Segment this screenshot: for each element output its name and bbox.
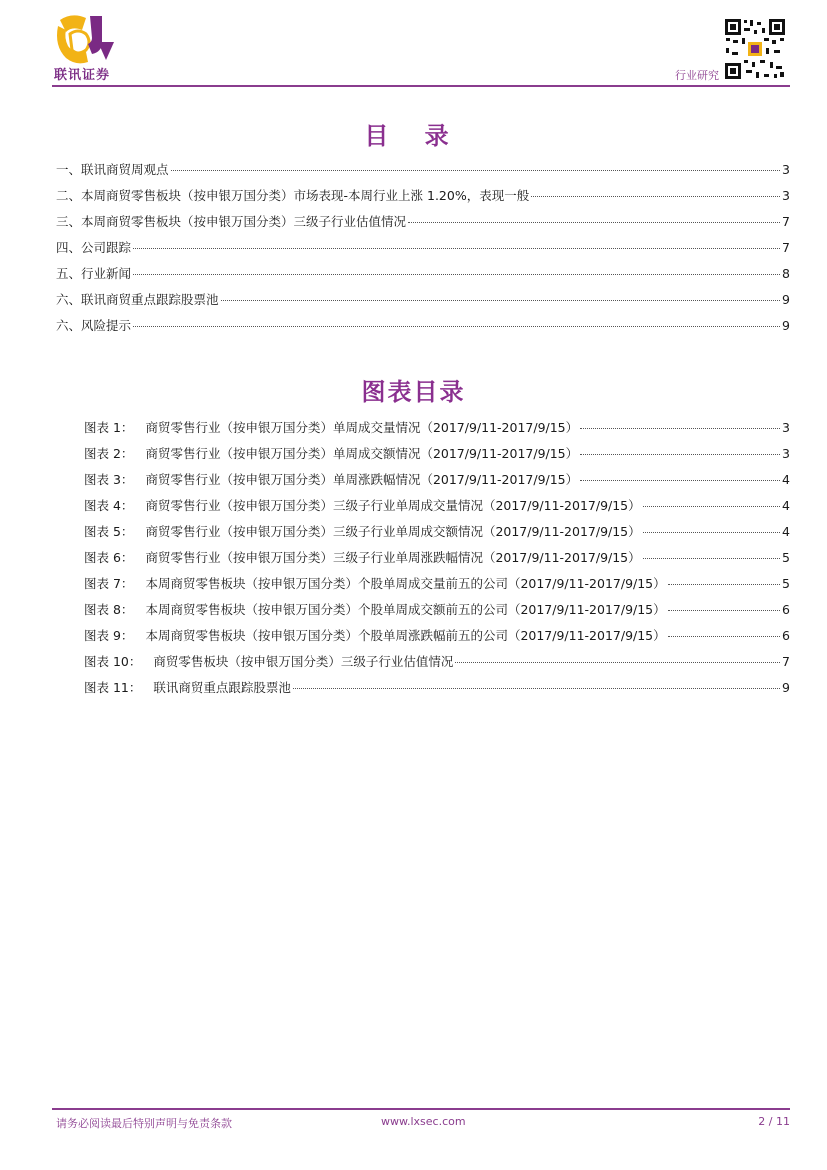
toc-entry-label: 六、风险提示 [56,318,132,333]
figure-entry[interactable] [84,548,790,574]
figure-label: 商贸零售行业（按申银万国分类）单周涨跌幅情况（2017/9/11-2017/9/15） [145,472,579,487]
figure-label: 本周商贸零售板块（按申银万国分类）个股单周成交量前五的公司（2017/9/11-2017/9/15） [145,576,666,591]
toc-title: 目 录 [364,122,463,150]
figure-label: 联讯商贸重点跟踪股票池 [153,680,291,695]
leader-dots [580,454,780,455]
toc-entry-page: 3 [782,162,790,177]
toc-entry[interactable] [56,290,790,316]
figure-prefix: 图表 5： [84,524,134,539]
figure-prefix: 图表 9： [84,628,134,643]
leader-dots [668,584,780,585]
header-divider [52,85,790,87]
figure-page: 3 [782,420,790,435]
qr-code-icon [724,18,786,80]
figure-entry[interactable] [84,600,790,626]
figure-entry[interactable] [84,678,790,704]
toc-entry-page: 9 [782,318,790,333]
leader-dots [668,610,780,611]
figure-page: 3 [782,446,790,461]
leader-dots [668,636,780,637]
figure-prefix: 图表 10： [84,654,142,669]
leader-dots [221,300,781,301]
figure-entry[interactable] [84,418,790,444]
figure-prefix: 图表 7： [84,576,134,591]
figure-page: 4 [782,498,790,513]
page-header [0,0,827,92]
footer-website-link[interactable]: www.lxsec.com [381,1115,466,1128]
figure-entry[interactable] [84,652,790,678]
figure-page: 7 [782,654,790,669]
figure-label: 商贸零售行业（按申银万国分类）单周成交量情况（2017/9/11-2017/9/15） [145,420,579,435]
leader-dots [643,558,780,559]
footer-divider [52,1108,790,1110]
toc-entry-page: 8 [782,266,790,281]
figure-prefix: 图表 1： [84,420,134,435]
figure-prefix: 图表 3： [84,472,134,487]
toc-entry-label: 六、联讯商贸重点跟踪股票池 [56,292,219,307]
figure-entry[interactable] [84,444,790,470]
figure-label: 商贸零售板块（按申银万国分类）三级子行业估值情况 [153,654,454,669]
figure-entry[interactable] [84,496,790,522]
figure-prefix: 图表 6： [84,550,134,565]
figure-page: 5 [782,576,790,591]
figure-entry[interactable] [84,522,790,548]
toc-entry[interactable] [56,316,790,342]
toc-entry-page: 7 [782,214,790,229]
leader-dots [133,274,780,275]
leader-dots [580,480,780,481]
footer-disclaimer: 请务必阅读最后特别声明与免责条款 [56,1117,232,1130]
toc-entry[interactable] [56,264,790,290]
report-category: 行业研究 [675,69,719,82]
leader-dots [293,688,780,689]
toc-entry-label: 四、公司跟踪 [56,240,132,255]
toc-entry-label: 三、本周商贸零售板块（按申银万国分类）三级子行业估值情况 [56,214,407,229]
leader-dots [408,222,780,223]
figure-entry[interactable] [84,470,790,496]
toc-entry-label: 二、本周商贸零售板块（按申银万国分类）市场表现-本周行业上涨 1.20%，表现一般 [56,188,530,203]
figure-label: 本周商贸零售板块（按申银万国分类）个股单周涨跌幅前五的公司（2017/9/11-2017/9/15） [145,628,666,643]
figure-label: 商贸零售行业（按申银万国分类）三级子行业单周涨跌幅情况（2017/9/11-2017/9/15） [145,550,641,565]
toc-entry-page: 3 [782,188,790,203]
figure-label: 商贸零售行业（按申银万国分类）三级子行业单周成交额情况（2017/9/11-2017/9/15） [145,524,641,539]
leader-dots [133,248,780,249]
toc-entry-page: 9 [782,292,790,307]
leader-dots [133,326,780,327]
toc-entry-page: 7 [782,240,790,255]
figure-label: 本周商贸零售板块（按申银万国分类）个股单周成交额前五的公司（2017/9/11-2017/9/15） [145,602,666,617]
figure-label: 商贸零售行业（按申银万国分类）单周成交额情况（2017/9/11-2017/9/15） [145,446,579,461]
figure-entry[interactable] [84,574,790,600]
page-number: 2 / 11 [758,1115,790,1128]
toc-entry[interactable] [56,212,790,238]
figure-prefix: 图表 4： [84,498,134,513]
leader-dots [643,532,780,533]
figure-page: 6 [782,602,790,617]
figure-prefix: 图表 11： [84,680,142,695]
toc-entry[interactable] [56,238,790,264]
toc-entry[interactable] [56,186,790,212]
figure-page: 9 [782,680,790,695]
figure-page: 4 [782,472,790,487]
figure-entry[interactable] [84,626,790,652]
figure-page: 5 [782,550,790,565]
leader-dots [531,196,780,197]
figures-title: 图表目录 [361,378,466,406]
toc-entry-label: 一、联讯商贸周观点 [56,162,169,177]
figure-label: 商贸零售行业（按申银万国分类）三级子行业单周成交量情况（2017/9/11-2017/9/15） [145,498,641,513]
figure-prefix: 图表 8： [84,602,134,617]
leader-dots [643,506,780,507]
figure-page: 4 [782,524,790,539]
figure-prefix: 图表 2： [84,446,134,461]
leader-dots [455,662,780,663]
figure-page: 6 [782,628,790,643]
table-of-contents [56,160,790,342]
brand-name: 联讯证券 [54,68,111,83]
toc-entry[interactable] [56,160,790,186]
toc-entry-label: 五、行业新闻 [56,266,132,281]
figure-list [84,418,790,704]
leader-dots [171,170,781,171]
leader-dots [580,428,780,429]
